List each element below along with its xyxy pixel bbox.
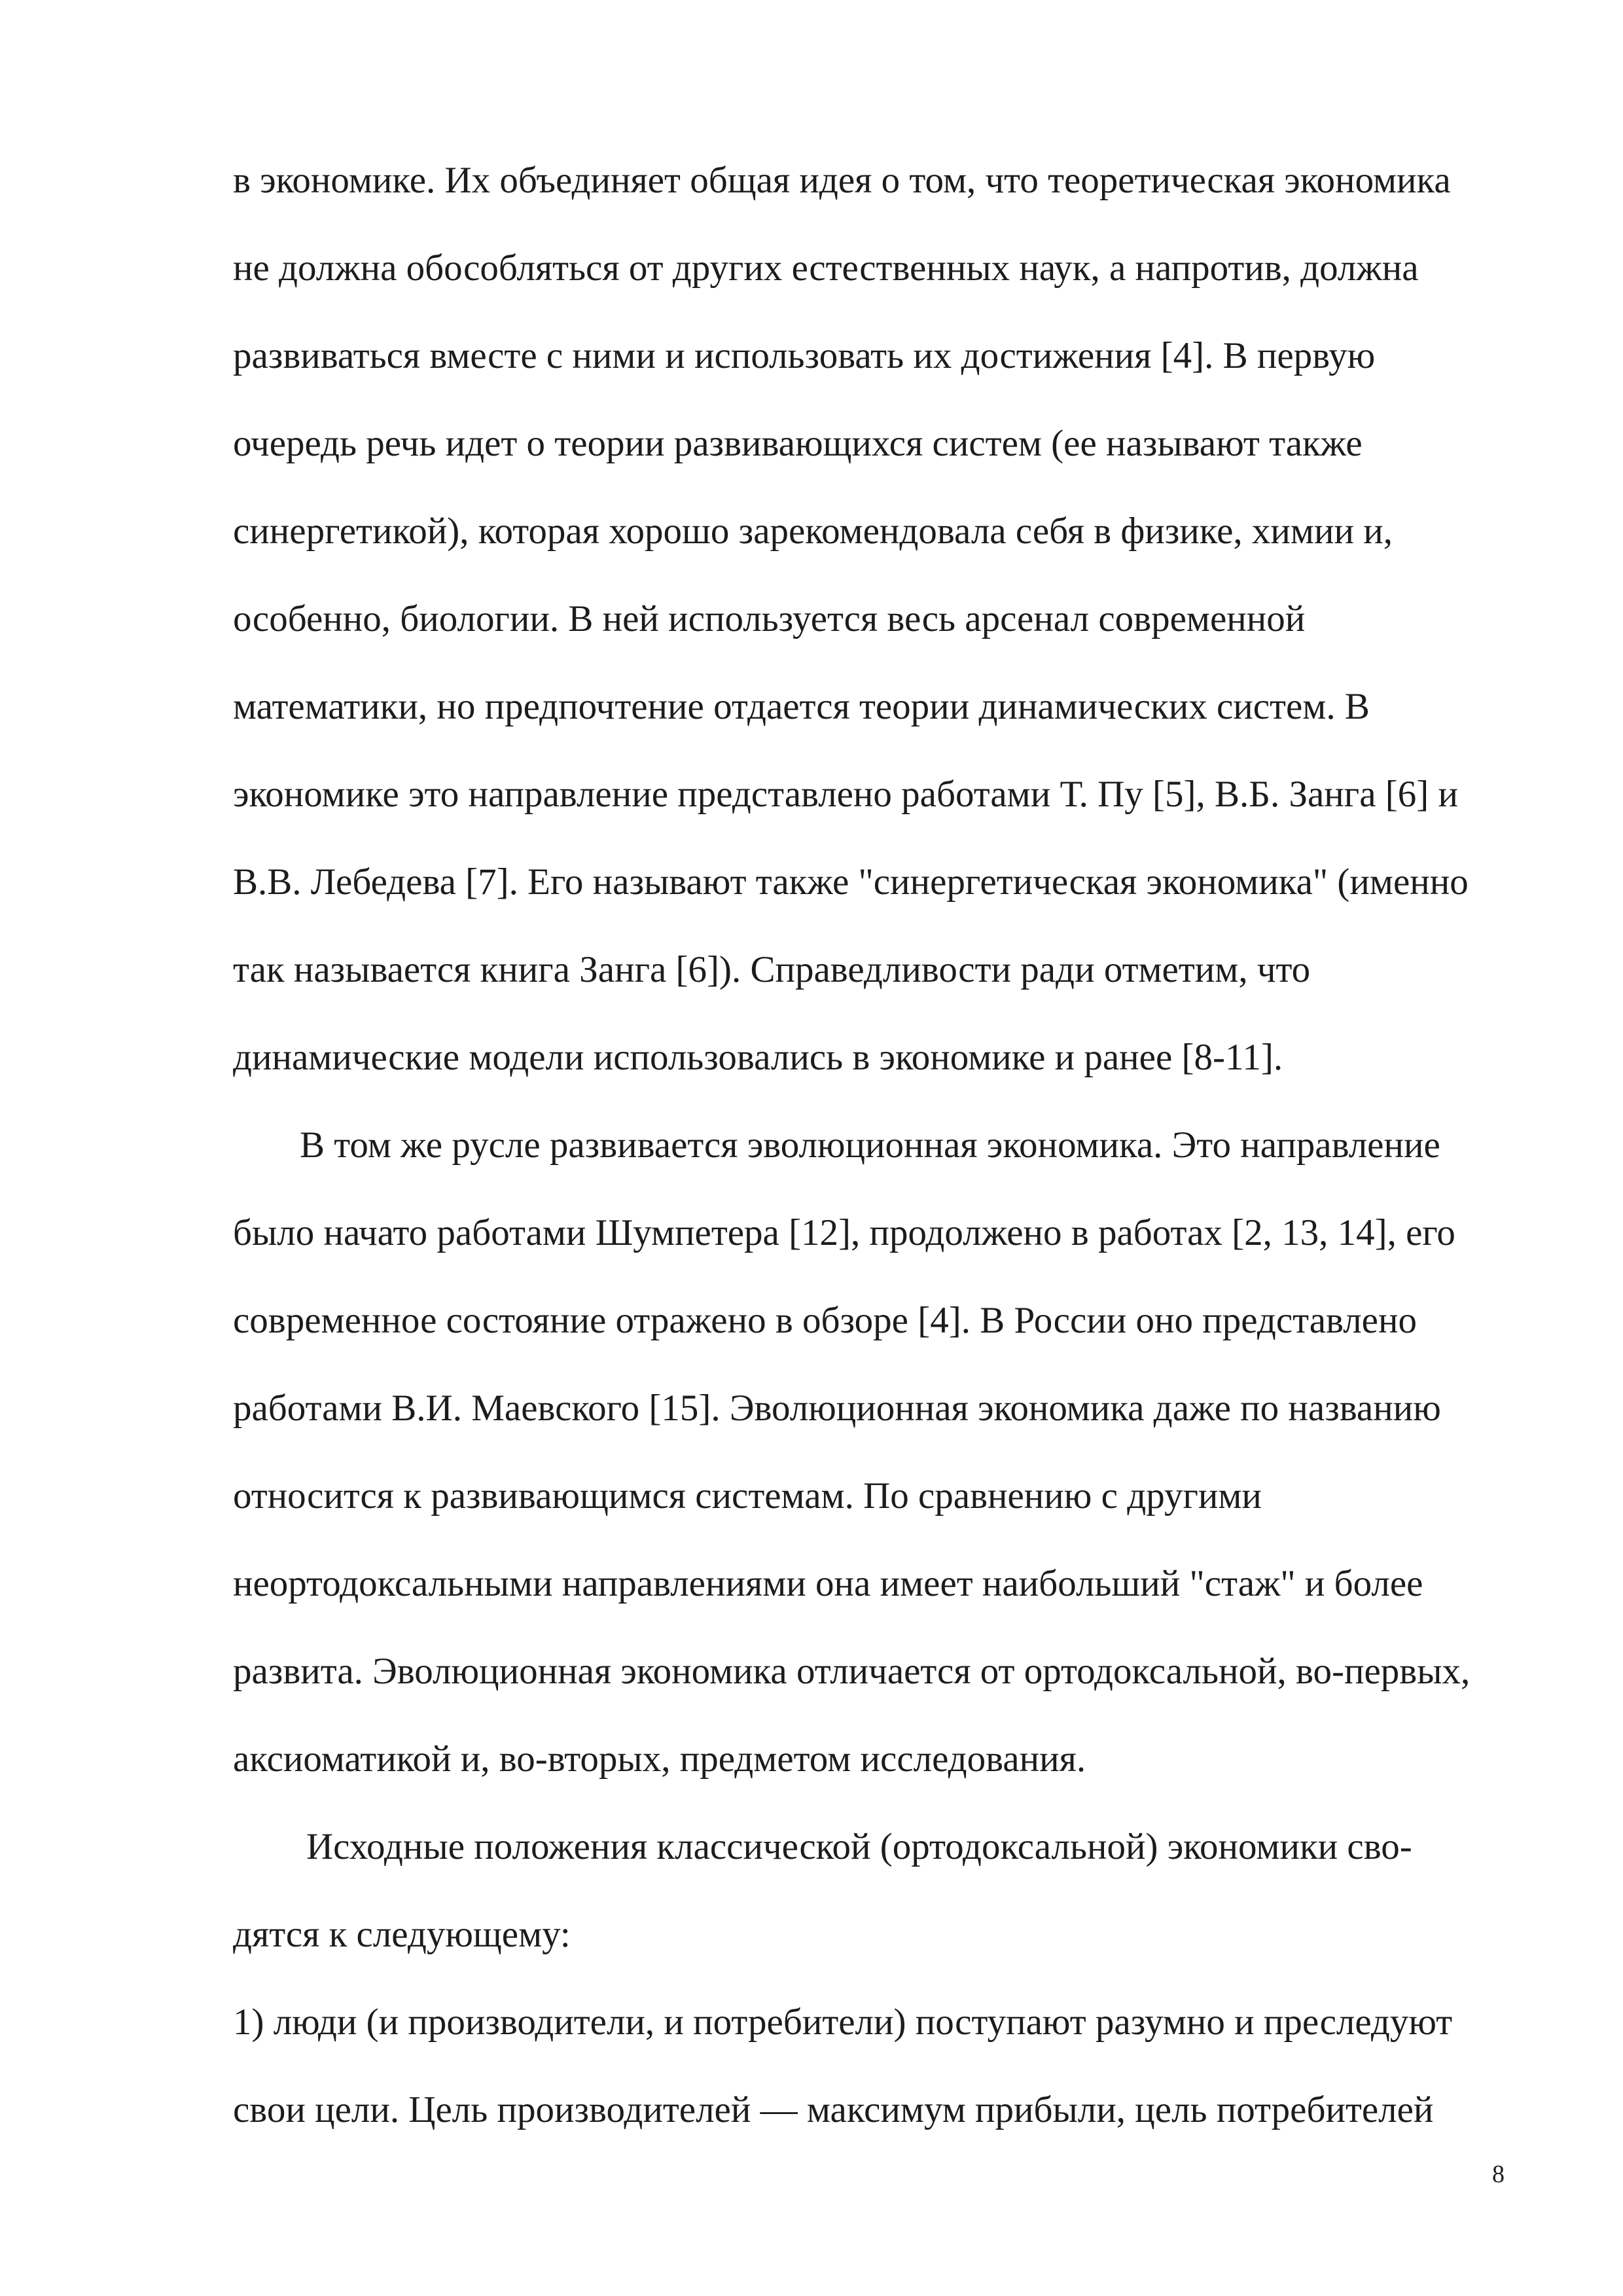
text-line: аксиоматикой и, во-вторых, предметом исследования. bbox=[233, 1738, 1086, 1780]
text-line: в экономике. Их объединяет общая идея о том, что теоретическая экономика bbox=[233, 160, 1451, 201]
text-line: особенно, биологии. В ней используется весь арсенал современной bbox=[233, 598, 1306, 639]
text-line: неортодоксальными направлениями она имеет наибольший "стаж" и более bbox=[233, 1563, 1423, 1604]
text-line: современное состояние отражено в обзоре [4]. В России оно представлено bbox=[233, 1300, 1417, 1341]
text-line: дятся к следующему: bbox=[233, 1914, 571, 1955]
text-line: В.В. Лебедева [7]. Его называют также "синергетическая экономика" (именно bbox=[233, 861, 1469, 903]
paragraph-first-line: В том же русле развивается эволюционная экономика. Это направление bbox=[300, 1124, 1440, 1166]
text-line: свои цели. Цель производителей — максимум прибыли, цель потребителей bbox=[233, 2089, 1434, 2130]
text-line: так называется книга Занга [6]). Справедливости ради отметим, что bbox=[233, 949, 1311, 990]
text-line: синергетикой), которая хорошо зарекомендовала себя в физике, химии и, bbox=[233, 511, 1393, 552]
text-line: динамические модели использовались в экономике и ранее [8-11]. bbox=[233, 1037, 1283, 1078]
text-line: относится к развивающимся системам. По сравнению с другими bbox=[233, 1475, 1262, 1516]
text-line: было начато работами Шумпетера [12], продолжено в работах [2, 13, 14], его bbox=[233, 1212, 1455, 1253]
paragraph-first-line: Исходные положения классической (ортодоксальной) экономики сво- bbox=[306, 1826, 1412, 1867]
text-line: развита. Эволюционная экономика отличается от ортодоксальной, во-первых, bbox=[233, 1651, 1471, 1692]
page-number: 8 bbox=[1492, 2161, 1505, 2188]
text-line: математики, но предпочтение отдается теории динамических систем. В bbox=[233, 686, 1370, 727]
text-line: экономике это направление представлено работами Т. Пу [5], В.Б. Занга [6] и bbox=[233, 774, 1458, 815]
text-line: развиваться вместе с ними и использовать их достижения [4]. В первую bbox=[233, 335, 1376, 376]
text-line: не должна обособляться от других естественных наук, а напротив, должна bbox=[233, 247, 1419, 289]
text-line: работами В.И. Маевского [15]. Эволюционная экономика даже по названию bbox=[233, 1388, 1441, 1429]
list-item-line: 1) люди (и производители, и потребители) поступают разумно и преследуют bbox=[233, 2001, 1453, 2043]
text-line: очередь речь идет о теории развивающихся систем (ее называют также bbox=[233, 423, 1363, 464]
